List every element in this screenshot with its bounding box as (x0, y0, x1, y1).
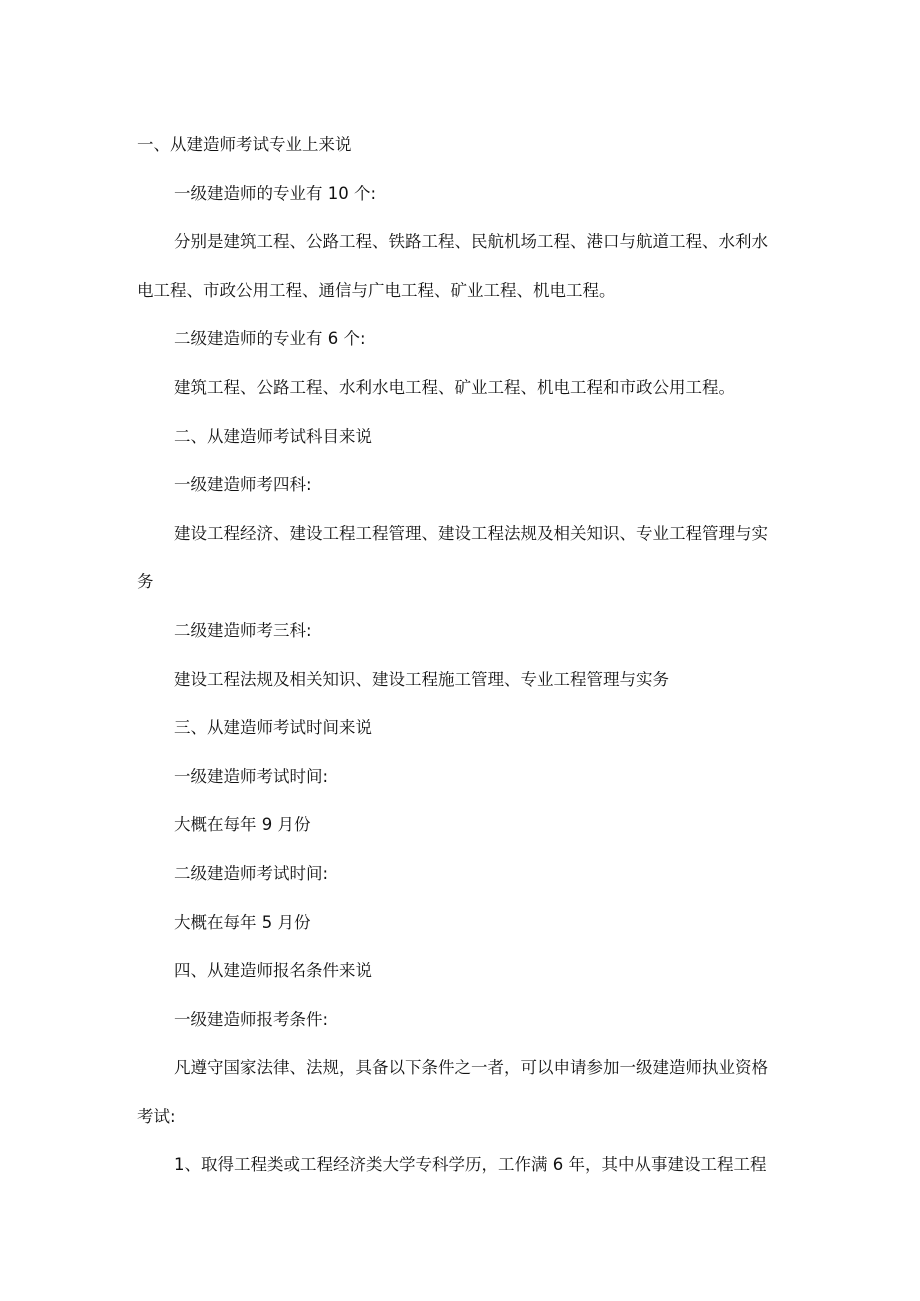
paragraph-line: 二级建造师考试时间: (174, 863, 329, 883)
paragraph-line: 考试: (137, 1106, 176, 1126)
paragraph-line: 务 (137, 572, 154, 592)
section-heading-3: 三、从建造师考试时间来说 (174, 718, 372, 738)
paragraph-line: 二级建造师考三科: (174, 620, 312, 640)
paragraph-line: 1、取得工程类或工程经济类大学专科学历，工作满 6 年，其中从事建设工程工程 (174, 1155, 767, 1175)
paragraph-line: 一级建造师报考条件: (174, 1009, 329, 1029)
paragraph-line: 二级建造师的专业有 6 个: (174, 329, 366, 349)
document-body (137, 121, 785, 1190)
paragraph-line: 建设工程经济、建设工程工程管理、建设工程法规及相关知识、专业工程管理与实 (174, 523, 768, 543)
paragraph-line: 建设工程法规及相关知识、建设工程施工管理、专业工程管理与实务 (174, 669, 669, 689)
paragraph-line: 大概在每年 5 月份 (174, 912, 311, 932)
paragraph-line: 一级建造师考试时间: (174, 766, 329, 786)
paragraph-line: 建筑工程、公路工程、水利水电工程、矿业工程、机电工程和市政公用工程。 (174, 377, 735, 397)
section-heading-2: 二、从建造师考试科目来说 (174, 426, 372, 446)
paragraph-line: 大概在每年 9 月份 (174, 815, 311, 835)
section-heading-4: 四、从建造师报名条件来说 (174, 961, 372, 981)
section-heading-1: 一、从建造师考试专业上来说 (137, 135, 352, 154)
paragraph-line: 电工程、市政公用工程、通信与广电工程、矿业工程、机电工程。 (137, 280, 616, 300)
paragraph-line: 分别是建筑工程、公路工程、铁路工程、民航机场工程、港口与航道工程、水利水 (174, 232, 768, 252)
paragraph-line: 一级建造师的专业有 10 个: (174, 183, 377, 203)
paragraph-line: 一级建造师考四科: (174, 475, 312, 495)
paragraph-line: 凡遵守国家法律、法规，具备以下条件之一者，可以申请参加一级建造师执业资格 (174, 1058, 768, 1078)
